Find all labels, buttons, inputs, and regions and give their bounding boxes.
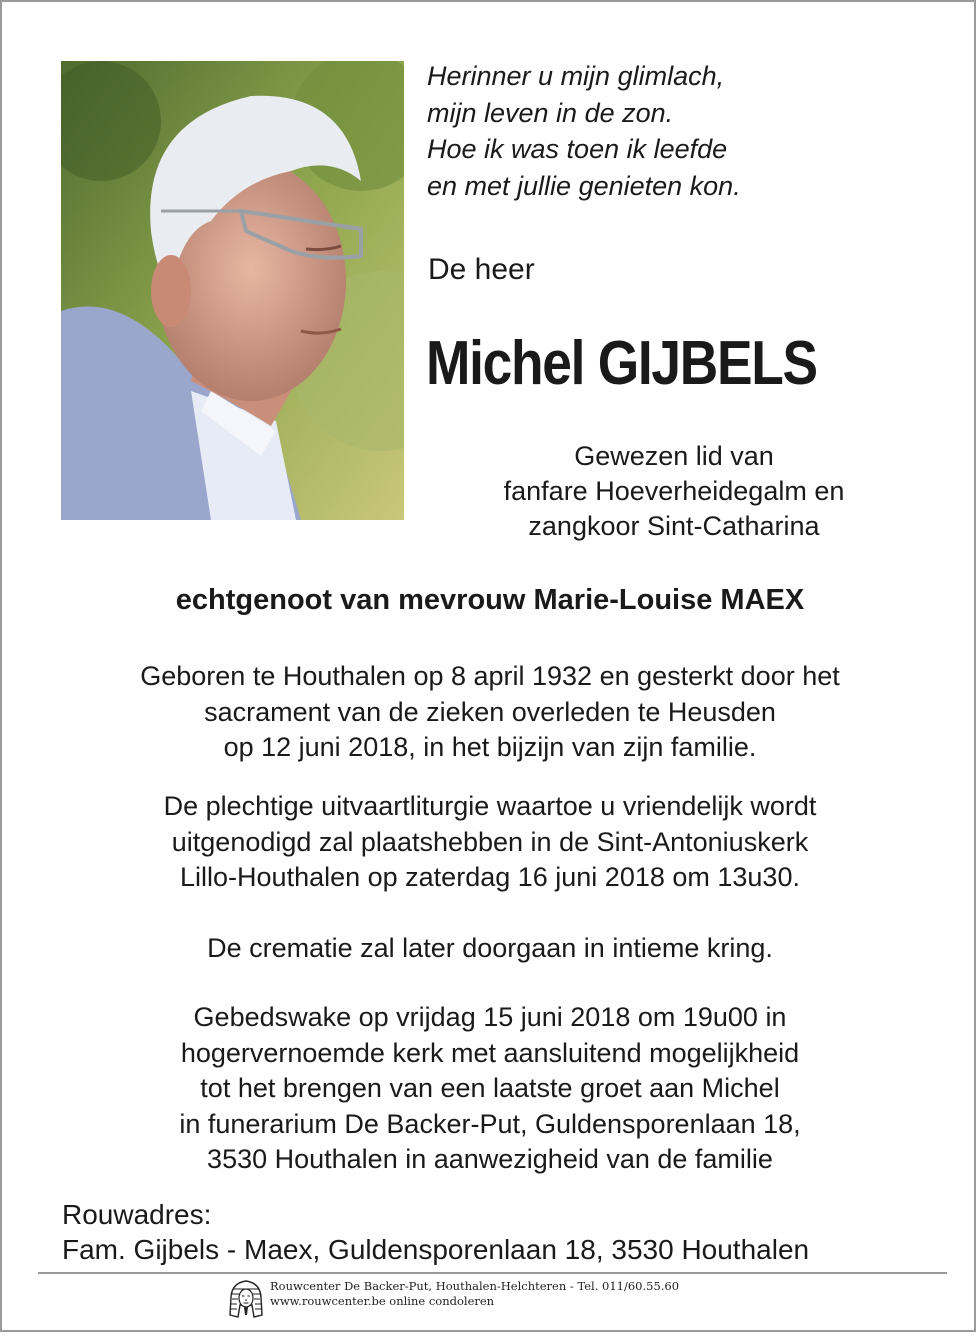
membership-info: [464, 439, 884, 544]
memorial-poem: [427, 58, 947, 204]
portrait-illustration: [61, 61, 404, 520]
paragraph-line: Lillo-Houthalen op zaterdag 16 juni 2018 om 13u30.: [180, 862, 800, 892]
paragraph-line: 3530 Houthalen in aanwezigheid van de familie: [207, 1144, 773, 1174]
address-label: Rouwadres:: [62, 1199, 212, 1230]
paragraph-line: in funerarium De Backer-Put, Guldensporenlaan 18,: [179, 1108, 801, 1139]
wake-paragraph: [2, 1000, 978, 1178]
paragraph-line: tot het brengen van een laatste groet aan Michel: [200, 1073, 780, 1103]
paragraph-line: op 12 juni 2018, in het bijzijn van zijn familie.: [223, 732, 757, 762]
paragraph-line: De plechtige uitvaartliturgie waartoe u vriendelijk wordt: [163, 791, 817, 821]
membership-line: zangkoor Sint-Catharina: [528, 511, 820, 541]
cremation-paragraph: [2, 931, 978, 967]
honorific: De heer: [428, 253, 535, 286]
spouse-line: echtgenoot van mevrouw Marie-Louise MAEX: [175, 584, 805, 616]
poem-line: Herinner u mijn glimlach,: [427, 61, 725, 91]
membership-line: Gewezen lid van: [574, 441, 774, 471]
paragraph-line: Gebedswake op vrijdag 15 juni 2018 om 19u00 in: [193, 1002, 787, 1032]
poem-line: mijn leven in de zon.: [427, 97, 674, 128]
footer-divider: [38, 1272, 947, 1274]
deceased-name: Michel GIJBELS: [426, 329, 817, 398]
paragraph-line: hogervernoemde kerk met aansluitend mogelijkheid: [180, 1037, 800, 1068]
funeral-home-footer: [228, 1279, 708, 1321]
address-value: Fam. Gijbels - Maex, Guldensporenlaan 18, 3530 Houthalen: [62, 1234, 810, 1265]
birth-death-paragraph: [2, 659, 978, 766]
mourning-address: [62, 1197, 809, 1267]
paragraph-line: sacrament van de zieken overleden te Heusden: [204, 696, 776, 727]
footer-website[interactable]: www.rouwcenter.be online condoleren: [270, 1294, 495, 1308]
paragraph-line: uitgenodigd zal plaatshebben in de Sint-Antoniuskerk: [171, 826, 809, 857]
funeral-paragraph: [2, 789, 978, 896]
paragraph-line: De crematie zal later doorgaan in intieme kring.: [207, 933, 773, 963]
membership-line: fanfare Hoeverheidegalm en: [503, 476, 845, 506]
portrait-photo: [61, 61, 404, 520]
poem-line: en met jullie genieten kon.: [427, 170, 741, 201]
paragraph-line: Geboren te Houthalen op 8 april 1932 en gesterkt door het: [140, 661, 840, 691]
footer-contact: Rouwcenter De Backer-Put, Houthalen-Helchteren - Tel. 011/60.55.60: [270, 1279, 680, 1293]
pharaoh-logo-icon: [228, 1279, 264, 1319]
poem-line: Hoe ik was toen ik leefde: [427, 134, 728, 164]
